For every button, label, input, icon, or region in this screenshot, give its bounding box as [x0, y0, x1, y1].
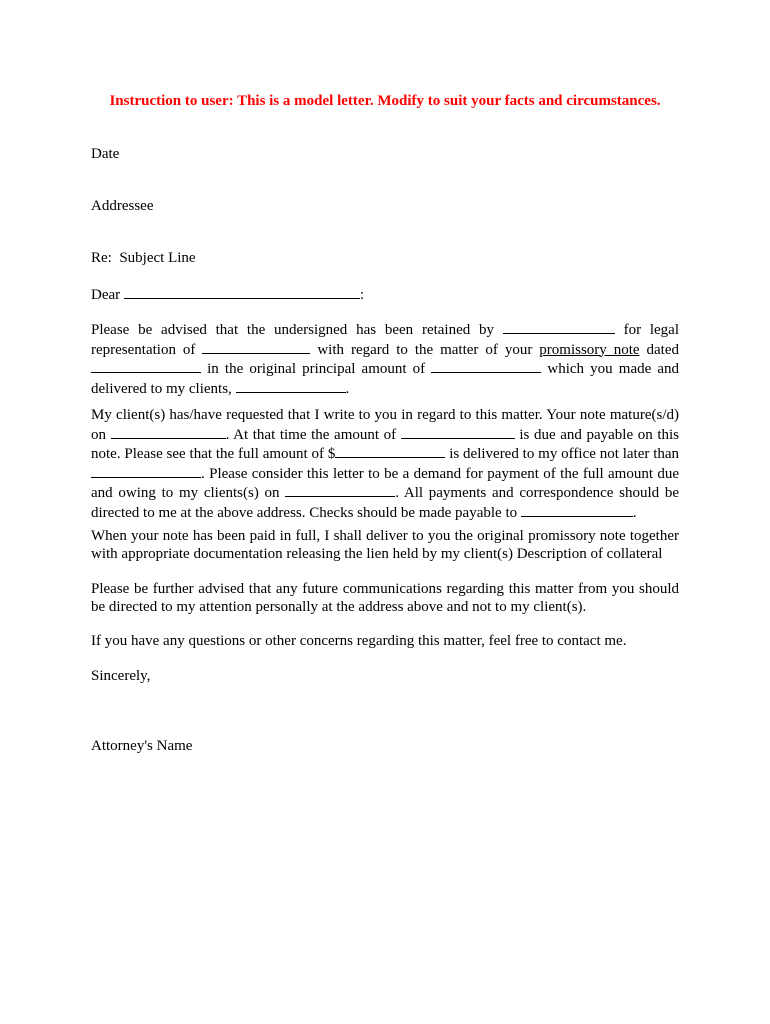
- full-amount-blank[interactable]: [335, 444, 445, 458]
- p1-text-e: in the original principal amount of: [207, 361, 426, 377]
- instruction-note: Instruction to user: This is a model letter. Modify to suit your facts and circumstances.: [109, 93, 661, 109]
- p1-text-d: dated: [646, 341, 679, 358]
- recipient-blank[interactable]: [124, 285, 360, 299]
- payee-blank[interactable]: [521, 503, 633, 517]
- clients-name-blank[interactable]: [236, 379, 346, 393]
- principal-amount-blank[interactable]: [431, 359, 541, 373]
- p2-text-c: is due and payable on this note. Please see that the full amount of $: [91, 426, 680, 462]
- salutation-dear: Dear: [91, 287, 121, 303]
- amount-due-blank[interactable]: [401, 425, 515, 439]
- p1-text-g: .: [345, 380, 350, 397]
- salutation: [91, 285, 364, 305]
- p2-text-g: .: [632, 504, 637, 521]
- paragraph-contact: If you have any questions or other concerns regarding this matter, feel free to contact me.: [91, 633, 627, 649]
- paragraph-retention: [91, 320, 679, 398]
- closing: Sincerely,: [91, 668, 151, 684]
- p2-text-d: is delivered to my office not later than: [449, 446, 680, 462]
- note-date-blank[interactable]: [91, 359, 201, 373]
- salutation-colon: :: [359, 287, 365, 303]
- subject-line: Re: Subject Line: [91, 250, 196, 266]
- p2-text-f: . All payments and correspondence should be directed to me at the above address. Checks should be made payable to: [91, 485, 680, 521]
- p2-text-a: My client(s) has/have requested that I write to you in regard to this matter. Your note mature(s/d) on: [91, 407, 679, 443]
- client-name-blank-2[interactable]: [202, 340, 310, 354]
- paragraph-demand: [91, 407, 679, 522]
- owing-date-blank[interactable]: [285, 483, 395, 497]
- p1-text-b: for legal representation of: [91, 322, 680, 358]
- deadline-blank[interactable]: [91, 464, 201, 478]
- p2-text-b: . At that time the amount of: [225, 426, 397, 443]
- promissory-note-link[interactable]: promissory note: [539, 341, 640, 358]
- paragraph-release: When your note has been paid in full, I shall deliver to you the original promissory note together with appropriate documentation releasing the lien held by my client(s) Description of collateral: [91, 528, 679, 562]
- signature-name: Attorney's Name: [91, 738, 193, 754]
- date-line: Date: [91, 146, 120, 162]
- addressee-line: Addressee: [91, 198, 154, 214]
- p1-text-f: which you made and delivered to my clients,: [91, 361, 680, 397]
- maturity-date-blank[interactable]: [111, 425, 226, 439]
- client-name-blank[interactable]: [503, 320, 615, 334]
- p1-text-a: Please be advised that the undersigned has been retained by: [91, 322, 495, 338]
- p2-text-e: . Please consider this letter to be a demand for payment of the full amount due and owing to my clients(s) on: [91, 465, 679, 501]
- p1-text-c: with regard to the matter of your: [317, 341, 533, 358]
- paragraph-communications: Please be further advised that any future communications regarding this matter from you should be directed to my attention personally at the address above and not to my client(s).: [91, 581, 679, 615]
